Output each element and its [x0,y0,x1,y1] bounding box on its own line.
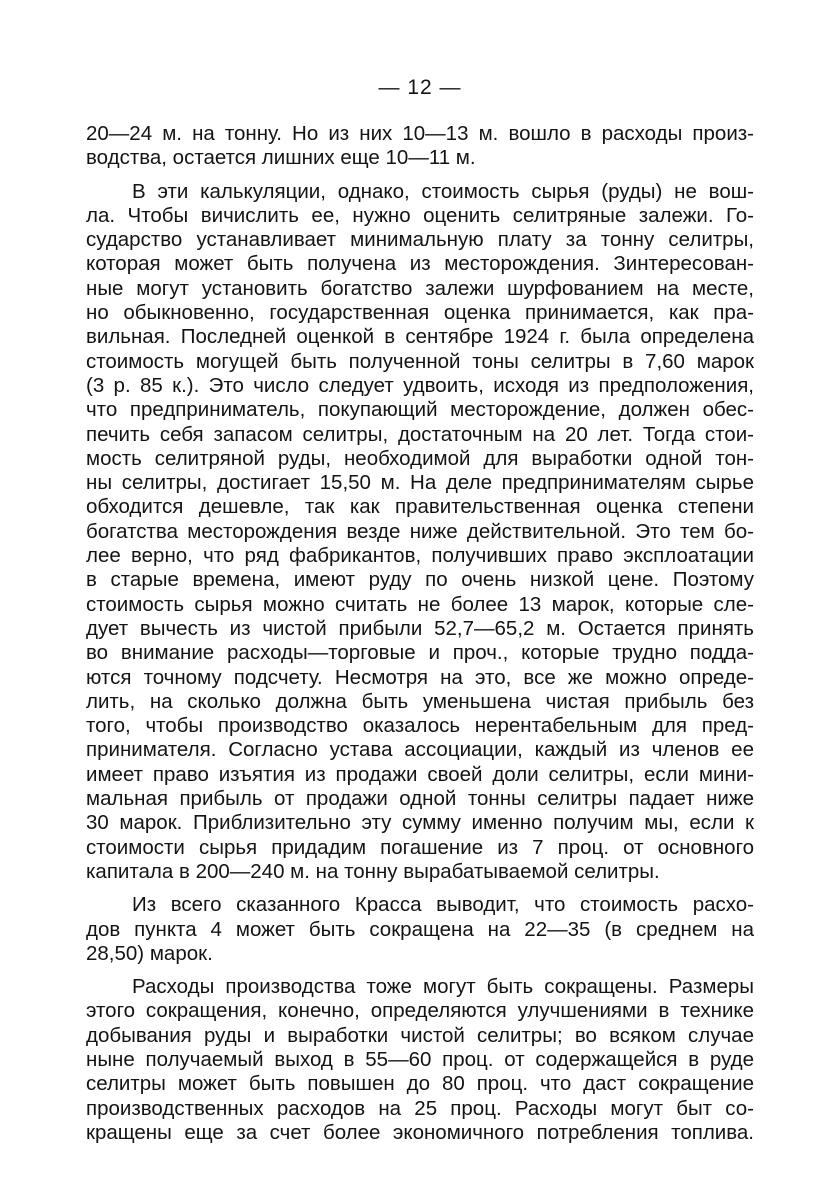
text-line: Из всего сказанного Красса выводит, что стоимость расхо- [132,893,754,917]
text-line: вильная. Последней оценкой в сентябре 1924 г. была определена [86,325,754,349]
text-line: дов пункта 4 может быть сокращена на 22—35 (в среднем на [86,917,754,941]
text-line: мость селитряной руды, необходимой для выработки одной тон- [86,446,754,470]
text-line: стоимости сырья придадим погашение из 7 проц. от основного [86,835,754,859]
paragraph [86,180,754,885]
text-line: 30 марок. Приблизительно эту сумму именно получим мы, если к [86,811,754,835]
text-line: но обыкновенно, государственная оценка принимается, как пра- [86,301,754,325]
text-line: ются точному подсчету. Несмотря на это, все же можно опреде- [86,665,754,689]
text-line: того, чтобы производство оказалось нерентабельным для пред- [86,714,754,738]
text-line: в старые времена, имеют руду по очень низкой цене. Поэтому [86,568,754,592]
page-number: — 12 — [378,76,462,99]
paragraph [86,975,754,1145]
text-line: водства, остается лишних еще 10—11 м. [86,146,476,170]
text-line: во внимание расходы—торговые и проч., которые трудно подда- [86,641,754,665]
text-line: стоимость сырья можно считать не более 13 марок, которые сле- [86,592,754,616]
text-line: лить, на сколько должна быть уменьшена чистая прибыль без [86,689,754,713]
paragraph [86,122,754,171]
text-line: Расходы производства тоже могут быть сокращены. Размеры [132,975,754,999]
text-line: имеет право изъятия из продажи своей доли селитры, если мини- [86,762,754,786]
text-line: ла. Чтобы вичислить ее, нужно оценить селитряные залежи. Го- [86,203,754,227]
paragraph [86,893,754,966]
text-line: 20—24 м. на тонну. Но из них 10—13 м. вошло в расходы произ- [86,122,754,145]
text-line: печить себя запасом селитры, достаточным на 20 лет. Тогда стои- [86,422,754,446]
text-line: дует вычесть из чистой прибыли 52,7—65,2 м. Остается принять [86,616,754,640]
text-line: 28,50) марок. [86,941,213,965]
text-line: производственных расходов на 25 проц. Расходы могут быт со- [86,1096,754,1120]
text-line: богатства месторождения везде ниже действительной. Это тем бо- [86,519,754,543]
text-line: ныне получаемый выход в 55—60 проц. от содержащейся в руде [86,1047,754,1071]
text-line: принимателя. Согласно устава ассоциации, каждый из членов ее [86,738,754,762]
text-line: обходится дешевле, так как правительственная оценка степени [86,495,754,519]
text-line: что предприниматель, покупающий месторождение, должен обес- [86,398,754,422]
text-line: стоимость могущей быть полученной тоны селитры в 7,60 марок [86,349,754,373]
text-line: ные могут установить богатство залежи шурфованием на месте, [86,276,754,300]
text-line: селитры может быть повышен до 80 проц. что даст сокращение [86,1072,754,1096]
text-line: кращены еще за счет более экономичного потребления топлива. [86,1120,754,1144]
text-line: добывания руды и выработки чистой селитры; во всяком случае [86,1023,754,1047]
text-line: которая может быть получена из месторождения. Зинтересован- [86,252,754,276]
text-line: ны селитры, достигает 15,50 м. На деле предпринимателям сырье [86,471,754,495]
text-line: капитала в 200—240 м. на тонну вырабатываемой селитры. [86,859,660,883]
text-line: (3 р. 85 к.). Это число следует удвоить, исходя из предположения, [86,373,754,397]
body-text [86,122,754,1145]
text-line: этого сокращения, конечно, определяются улучшениями в технике [86,999,754,1023]
text-line: сударство устанавливает минимальную плату за тонну селитры, [86,228,754,252]
text-line: лее верно, что ряд фабрикантов, получивших право эксплоатации [86,544,754,568]
text-line: В эти калькуляции, однако, стоимость сырья (руды) не вош- [132,179,754,203]
text-line: мальная прибыль от продажи одной тонны селитры падает ниже [86,787,754,811]
